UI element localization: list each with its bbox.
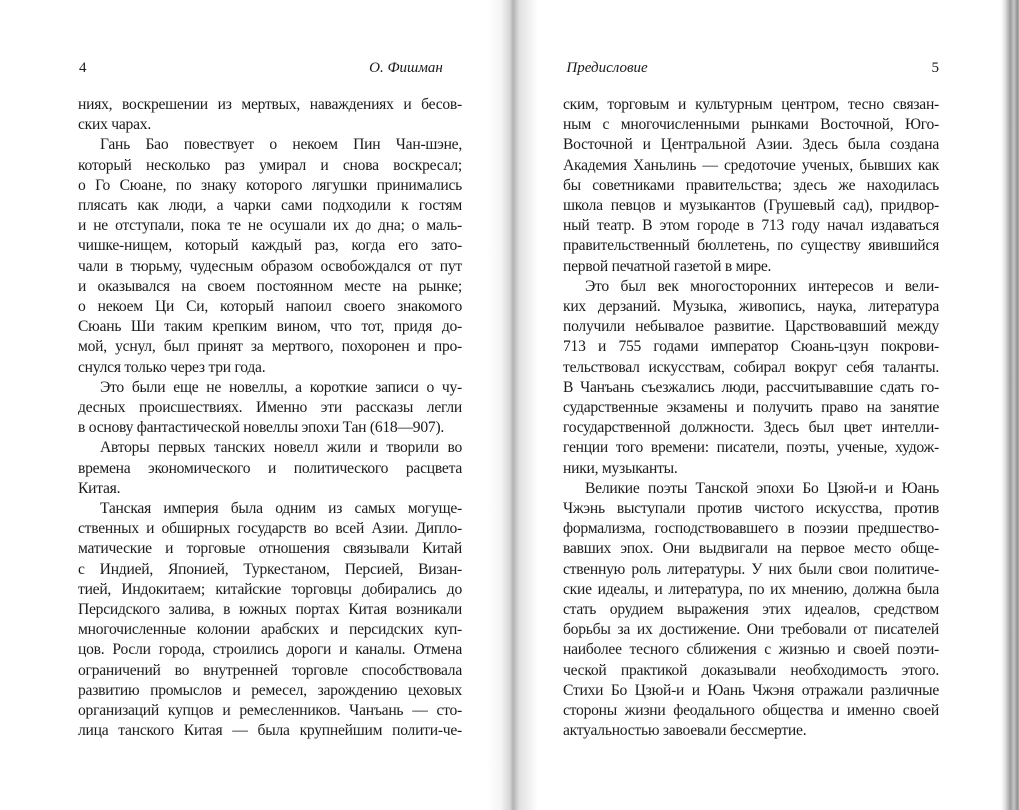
text-line: ный театр. В этом городе в 713 году начал издаваться bbox=[563, 217, 939, 235]
text-line: матические и торговые отношения связывали Китай bbox=[78, 540, 462, 558]
text-line: актуальностью завоевали бессмертие. bbox=[563, 722, 807, 740]
text-line: о некоем Ци Си, который напоил своего знакомого bbox=[78, 298, 462, 316]
text-line: мой, уснул, был принят за мертвого, похоронен и про- bbox=[78, 338, 462, 356]
text-line: Гань Бао повествует о некоем Пин Чан-шэне, bbox=[100, 136, 462, 154]
paragraph bbox=[78, 438, 462, 499]
text-line: Великие поэты Танской эпохи Бо Цзюй-и и Юань bbox=[585, 479, 939, 497]
text-line: сударственные экзамены и получить право на занятие bbox=[563, 399, 939, 417]
text-line: развитию промыслов и ремесел, зарождению цеховых bbox=[78, 681, 462, 699]
text-line: наиболее тесного сближения с жизнью и своей поэти- bbox=[563, 641, 939, 659]
text-line: с Индией, Японией, Туркестаном, Персией, Визан- bbox=[78, 560, 462, 578]
text-line: снулся только через три года. bbox=[78, 358, 266, 376]
text-line: цов. Росли города, строились дороги и каналы. Отмена bbox=[78, 641, 462, 659]
text-line: 713 и 755 годами император Сюань-цзун покрови- bbox=[563, 338, 939, 356]
text-line: правительственный бюллетень, по существу явившийся bbox=[563, 237, 939, 255]
text-line: плясать как люди, а чарки сами подходили к гостям bbox=[78, 197, 462, 215]
text-line: многочисленные колонии арабских и персидских куп- bbox=[78, 621, 462, 639]
text-line: школа певцов и музыкантов (Грушевый сад), придвор- bbox=[563, 197, 939, 215]
text-line: ственных и обширных государств во всей Азии. Дипло- bbox=[78, 520, 462, 538]
text-line: ственную роль литературы. У них были свои политиче- bbox=[563, 560, 939, 578]
text-line: вавших эпох. Они выдвигали на первое место обще- bbox=[563, 540, 939, 558]
text-line: тельствовал искусствам, собирал вокруг себя таланты. bbox=[563, 358, 939, 376]
text-line: получили небывалое развитие. Царствовавший между bbox=[563, 318, 939, 336]
text-line: Авторы первых танских новелл жили и творили во bbox=[100, 439, 462, 457]
text-line: Танская империя была одним из самых могуще- bbox=[100, 500, 462, 518]
text-line: чишке-нищем, который каждый раз, когда его зато- bbox=[78, 237, 462, 255]
text-line: и не отступали, пока те не осушали их до дна; о маль- bbox=[78, 217, 462, 235]
text-line: стать орудием выражения этих идеалов, средством bbox=[563, 601, 939, 619]
text-line: Китая. bbox=[78, 479, 121, 497]
text-line: времена экономического и политического расцвета bbox=[78, 459, 462, 477]
page-gutter-shadow bbox=[486, 0, 538, 810]
text-line: ские идеалы, и литература, по их мнению, должна была bbox=[563, 580, 939, 598]
text-line: Академия Ханьлинь — средоточие ученых, бывших как bbox=[563, 156, 939, 174]
paragraph bbox=[78, 135, 462, 377]
text-line: государственной должности. Здесь был цвет интелли- bbox=[563, 419, 939, 437]
text-line: ным с многочисленными рынками Восточной, Юго- bbox=[563, 116, 939, 134]
text-line: Сюань Ши таким крепким вином, что тот, придя до- bbox=[78, 318, 462, 336]
right-running-head: Предисловие bbox=[566, 60, 648, 76]
text-line: и оказывался на своем постоянном месте на рынке; bbox=[78, 277, 462, 295]
text-line: ники, музыканты. bbox=[563, 459, 678, 477]
text-line: стороны жизни феодального общества и именно своей bbox=[563, 702, 939, 720]
text-line: тией, Индокитаем; китайские торговцы добирались до bbox=[78, 580, 462, 598]
right-page-text bbox=[563, 95, 939, 742]
text-line: о Го Сюане, по знаку которого лягушки принимались bbox=[78, 176, 462, 194]
text-line: в основу фантастической новеллы эпохи Тан (618—907). bbox=[78, 419, 445, 437]
text-line: формализма, господствовавшего в поэзии предшество- bbox=[563, 520, 939, 538]
text-line: ких дерзаний. Музыка, живопись, наука, литература bbox=[563, 298, 939, 316]
paragraph bbox=[563, 95, 939, 277]
text-line: Это были еще не новеллы, а короткие записи о чу- bbox=[100, 378, 462, 396]
text-line: ниях, воскрешении из мертвых, наваждениях и бесов- bbox=[78, 96, 462, 113]
text-line: лица танского Китая — была крупнейшим полити-че- bbox=[78, 722, 462, 740]
text-line: десных происшествиях. Именно эти рассказы легли bbox=[78, 399, 462, 417]
right-page-number: 5 bbox=[931, 60, 939, 76]
paragraph bbox=[78, 499, 462, 741]
text-line: борьбы за их достижение. Они требовали от писателей bbox=[563, 621, 939, 639]
text-line: ограничений во внутренней торговле способствовала bbox=[78, 661, 462, 679]
text-line: Восточной и Центральной Азии. Здесь была создана bbox=[563, 136, 939, 154]
text-line: В Чанъань съезжались люди, рассчитывавшие сдать го- bbox=[563, 378, 939, 396]
text-line: Чжэнь выступали против чистого искусства, против bbox=[563, 500, 939, 518]
left-running-head: О. Фишман bbox=[369, 60, 443, 76]
text-line: бы советниками правительства; здесь же находилась bbox=[563, 176, 939, 194]
paragraph bbox=[78, 95, 462, 135]
text-line: Это был век многосторонних интересов и вели- bbox=[585, 277, 939, 295]
left-page-number: 4 bbox=[79, 60, 87, 76]
text-line: организаций купцов и ремесленников. Чанъань — сто- bbox=[78, 702, 462, 720]
text-line: чали в тюрьму, чудесным образом освобождался от пут bbox=[78, 257, 462, 275]
text-line: ческой практикой доказывали необходимость этого. bbox=[563, 661, 939, 679]
text-line: который несколько раз умирал и снова воскресал; bbox=[78, 156, 462, 174]
paragraph bbox=[563, 479, 939, 742]
left-page-text bbox=[78, 95, 462, 742]
text-line: ским, торговым и культурным центром, тесно связан- bbox=[563, 96, 939, 113]
text-line: Стихи Бо Цзюй-и и Юань Чжэня отражали различные bbox=[563, 681, 939, 699]
text-line: Персидского залива, в южных портах Китая возникали bbox=[78, 601, 462, 619]
text-line: ских чарах. bbox=[78, 116, 151, 134]
paragraph bbox=[78, 378, 462, 439]
text-line: первой печатной газетой в мире. bbox=[563, 257, 772, 275]
book-page-edge bbox=[1001, 0, 1019, 810]
paragraph bbox=[563, 277, 939, 479]
text-line: генции того времени: писатели, поэты, ученые, худож- bbox=[563, 439, 939, 457]
